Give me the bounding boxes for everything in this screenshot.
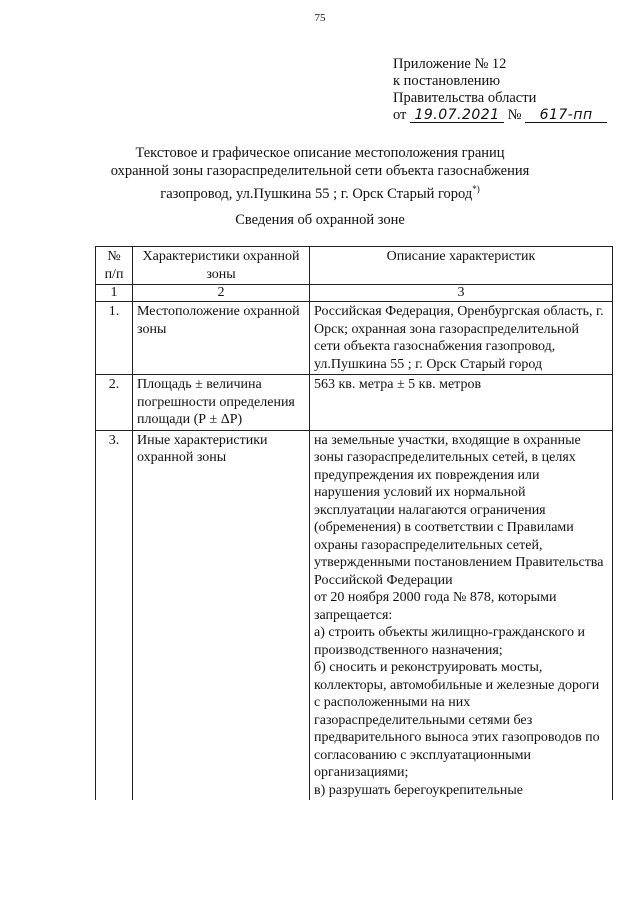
description-paragraph: от 20 ноября 2000 года № 878, которыми запрещается: (314, 590, 557, 623)
row-number: 2. (96, 375, 133, 431)
appendix-block (393, 56, 607, 124)
header-number: № п/п (96, 247, 133, 285)
row-description (310, 375, 613, 431)
description-paragraph: 563 кв. метра ± 5 кв. метров (314, 377, 482, 392)
description-paragraph: а) строить объекты жилищно-гражданского и производственного назначения; (314, 625, 585, 658)
column-number-row (96, 285, 613, 302)
resolution-date: 19.07.2021 (410, 108, 504, 123)
title-line-3-text: газопровод, ул.Пушкина 55 ; г. Орск Старый город (160, 185, 473, 202)
title-line-1: Текстовое и графическое описание местоположения границ (135, 145, 505, 161)
section-subtitle: Сведения об охранной зоне (235, 212, 405, 228)
document-title (0, 144, 640, 203)
row-characteristic: Площадь ± величина погрешности определения площади (Р ± ΔР) (133, 375, 310, 431)
from-label: от (393, 107, 407, 123)
title-line-3 (0, 180, 640, 203)
row-number: 3. (96, 430, 133, 800)
column-number: 2 (133, 285, 310, 302)
header-characteristics: Характеристики охранной зоны (133, 247, 310, 285)
table-header-row (96, 247, 613, 285)
appendix-date-line (393, 107, 607, 124)
footnote-mark: *) (472, 184, 480, 194)
row-characteristic: Местоположение охранной зоны (133, 302, 310, 375)
appendix-line-2: к постановлению (393, 73, 501, 89)
number-label: № (507, 107, 522, 123)
resolution-number: 617-пп (525, 108, 607, 123)
description-paragraph: в) разрушать берегоукрепительные (314, 782, 524, 798)
protection-zone-table (95, 246, 613, 800)
description-paragraph: Российская Федерация, Оренбургская область, г. Орск; охранная зона газораспределительной сети объекта газоснабжения газопровод, ул.Пушкина 55 ; г. Орск Старый город (314, 304, 604, 372)
title-line-2: охранной зоны газораспределительной сети объекта газоснабжения (110, 163, 530, 179)
table-row (96, 430, 613, 800)
appendix-line-1: Приложение № 12 (393, 56, 507, 72)
description-paragraph: на земельные участки, входящие в охранные зоны газораспределительных сетей, в целях предупреждения их повреждения или нарушения условий их нормальной эксплуатации налагаются ограничения (обременения) в соответствии с Правилами охраны газораспределительных сетей, утвержденными постановлением Правительства Российской Федерации (314, 432, 604, 588)
row-number: 1. (96, 302, 133, 375)
column-number: 1 (96, 285, 133, 302)
table-row (96, 375, 613, 431)
column-number: 3 (310, 285, 613, 302)
table-row (96, 302, 613, 375)
row-description (310, 430, 613, 800)
header-description: Описание характеристик (310, 247, 613, 285)
description-paragraph: б) сносить и реконструировать мосты, коллекторы, автомобильные и железные дороги с расположенными на них газораспределительными сетями без предварительного выноса этих газопроводов по согласованию с эксплуатационными организациями; (314, 660, 600, 780)
row-description (310, 302, 613, 375)
row-characteristic: Иные характеристики охранной зоны (133, 430, 310, 800)
page-number: 75 (314, 12, 326, 24)
appendix-line-3: Правительства области (393, 90, 537, 106)
